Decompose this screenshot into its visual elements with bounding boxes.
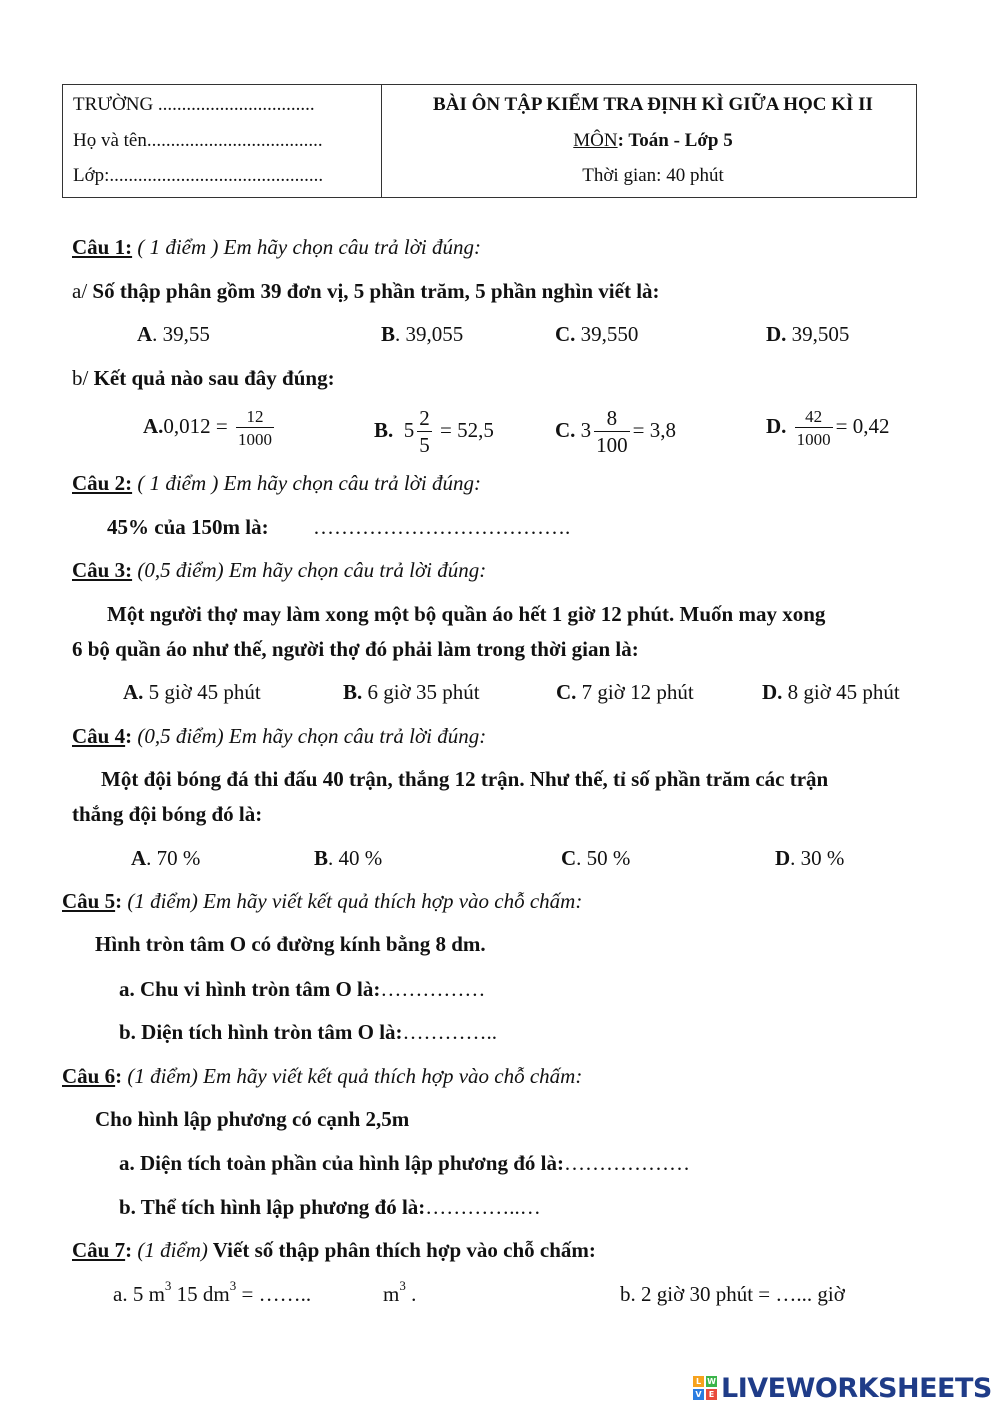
- q6a-question: a. Diện tích toàn phần của hình lập phương đó là:………………: [119, 1151, 690, 1175]
- q3-option-c[interactable]: C. 7 giờ 12 phút: [556, 680, 694, 704]
- subject-value: : Toán - Lớp 5: [617, 130, 733, 151]
- q6-heading: Câu 6: (1 điểm) Em hãy viết kết quả thích hợp vào chỗ chấm:: [62, 1064, 583, 1088]
- logo-tiles-icon: [693, 1376, 717, 1400]
- q6-intro: Cho hình lập phương có cạnh 2,5m: [95, 1107, 410, 1131]
- header-box: [62, 84, 917, 198]
- logo-tile: E: [706, 1389, 717, 1400]
- q7-heading: Câu 7: (1 điểm) Viết số thập phân thích hợp vào chỗ chấm:: [72, 1238, 596, 1262]
- q1-heading: [72, 235, 481, 260]
- q4-heading: Câu 4: (0,5 điểm) Em hãy chọn câu trả lời đúng:: [72, 724, 487, 748]
- q3-option-a[interactable]: A. 5 giờ 45 phút: [123, 680, 261, 704]
- q1b-text: Kết quả nào sau đây đúng:: [93, 366, 335, 390]
- fraction-2-5: $\frac{2}{5}$: [419, 406, 430, 457]
- q4-option-d[interactable]: D. 30 %: [775, 846, 845, 870]
- q1b-option-c[interactable]: C. 3 $\frac{8}{100}$ = 3,8: [555, 406, 677, 457]
- q7-label: Câu 7: [72, 1238, 126, 1262]
- q5-heading: Câu 5: (1 điểm) Em hãy viết kết quả thích hợp vào chỗ chấm:: [62, 889, 583, 913]
- logo-text: LIVEWORKSHEETS: [721, 1372, 992, 1404]
- q6b-question: b. Thể tích hình lập phương đó là:…………..…: [119, 1195, 541, 1219]
- q5-instruction: (1 điểm) Em hãy viết kết quả thích hợp vào chỗ chấm:: [122, 889, 583, 913]
- q1-label: Câu 1:: [72, 235, 133, 259]
- header-divider: [381, 85, 382, 197]
- q4-option-b[interactable]: B. 40 %: [314, 846, 383, 870]
- q4-line2: thắng đội bóng đó là:: [72, 802, 263, 826]
- logo-tile: L: [693, 1376, 704, 1387]
- exam-time: Thời gian: 40 phút: [582, 165, 724, 186]
- q7a-question: a. 5 $m^3$ 15 $dm^3$ = ……..: [113, 1278, 312, 1306]
- q1b-option-b[interactable]: B. 5 $\frac{2}{5}$ = 52,5: [374, 406, 494, 457]
- q5-label: Câu 5: [62, 889, 116, 913]
- q1a-text: Số thập phân gồm 39 đơn vị, 5 phần trăm, 5 phần nghìn viết là:: [92, 279, 660, 303]
- q4-label: Câu 4: [72, 724, 126, 748]
- q6-label: Câu 6: [62, 1064, 116, 1088]
- q4-line1: Một đội bóng đá thi đấu 40 trận, thắng 12 trận. Như thế, tỉ số phần trăm các trận: [101, 767, 829, 791]
- liveworksheets-logo: [693, 1372, 992, 1404]
- fraction-8-100: $\frac{8}{100}$: [596, 406, 628, 457]
- fraction-42-1000: $\frac{42}{1000}$: [796, 407, 831, 449]
- subject-line: [393, 130, 913, 152]
- q5b-answer-blank[interactable]: …………..: [402, 1020, 498, 1044]
- student-name-field: Họ và tên.....................................: [73, 130, 323, 151]
- exam-title: BÀI ÔN TẬP KIỂM TRA ĐỊNH KÌ GIỮA HỌC KÌ II: [433, 94, 873, 115]
- q7a-answer-blank[interactable]: = ……..: [236, 1282, 312, 1306]
- school-field: TRƯỜNG .................................: [73, 94, 315, 115]
- class-field: Lớp:.............................................: [73, 165, 324, 186]
- q2-heading: [72, 471, 481, 496]
- q1a-option-c[interactable]: C. 39,550: [555, 322, 639, 346]
- q5b-question: b. Diện tích hình tròn tâm O là:…………..: [119, 1020, 498, 1044]
- q1a-prefix: a/: [72, 279, 93, 303]
- q3-instruction: (0,5 điểm) Em hãy chọn câu trả lời đúng:: [132, 558, 487, 582]
- q2-instruction: ( 1 điểm ) Em hãy chọn câu trả lời đúng:: [132, 471, 481, 495]
- q7-instruction: (1 điểm): [132, 1238, 208, 1262]
- q4-option-c[interactable]: C. 50 %: [561, 846, 631, 870]
- q2-answer-blank[interactable]: ……………………………….: [313, 515, 571, 539]
- logo-tile: V: [693, 1389, 704, 1400]
- q1a-question: [72, 279, 660, 304]
- logo-tile: W: [707, 1377, 716, 1386]
- q3-line1: Một người thợ may làm xong một bộ quần áo hết 1 giờ 12 phút. Muốn may xong: [107, 602, 826, 626]
- q2-text: 45% của 150m là:: [107, 515, 269, 539]
- q5-intro: Hình tròn tâm O có đường kính bằng 8 dm.: [95, 932, 486, 956]
- fraction-12-1000: $\frac{12}{1000}$: [238, 407, 273, 449]
- q4-instruction: (0,5 điểm) Em hãy chọn câu trả lời đúng:: [132, 724, 487, 748]
- q5a-answer-blank[interactable]: ……………: [380, 977, 486, 1001]
- q1a-option-b[interactable]: B. 39,055: [381, 322, 464, 346]
- q1b-question: [72, 366, 335, 391]
- q7-text: Viết số thập phân thích hợp vào chỗ chấm:: [207, 1238, 596, 1262]
- q1b-prefix: b/: [72, 366, 94, 390]
- q7a-unit: $m^3$ .: [383, 1278, 417, 1306]
- q3-option-d[interactable]: D. 8 giờ 45 phút: [762, 680, 900, 704]
- q4-option-a[interactable]: A. 70 %: [131, 846, 201, 870]
- q3-label: Câu 3:: [72, 558, 133, 582]
- q3-heading: [72, 558, 486, 583]
- q7b-question[interactable]: b. 2 giờ 30 phút = …... giờ: [620, 1282, 845, 1306]
- q6a-answer-blank[interactable]: ………………: [563, 1151, 690, 1175]
- q2-question: [107, 515, 269, 540]
- q6-instruction: (1 điểm) Em hãy viết kết quả thích hợp vào chỗ chấm:: [122, 1064, 583, 1088]
- q3-line2: 6 bộ quần áo như thế, người thợ đó phải làm trong thời gian là:: [72, 637, 639, 661]
- subject-label: MÔN: [573, 130, 618, 151]
- q1a-option-a[interactable]: A. 39,55: [137, 322, 210, 346]
- q1b-option-d[interactable]: D. $\frac{42}{1000}$ = 0,42: [766, 407, 890, 449]
- q6b-answer-blank[interactable]: …………..…: [425, 1195, 541, 1219]
- q5a-question: a. Chu vi hình tròn tâm O là:……………: [119, 977, 486, 1001]
- q1-instruction: ( 1 điểm ) Em hãy chọn câu trả lời đúng:: [132, 235, 481, 259]
- q2-label: Câu 2:: [72, 471, 133, 495]
- q1b-option-a[interactable]: A.0,012 = $\frac{12}{1000}$: [143, 407, 273, 449]
- q1a-option-d[interactable]: D. 39,505: [766, 322, 850, 346]
- q3-option-b[interactable]: B. 6 giờ 35 phút: [343, 680, 480, 704]
